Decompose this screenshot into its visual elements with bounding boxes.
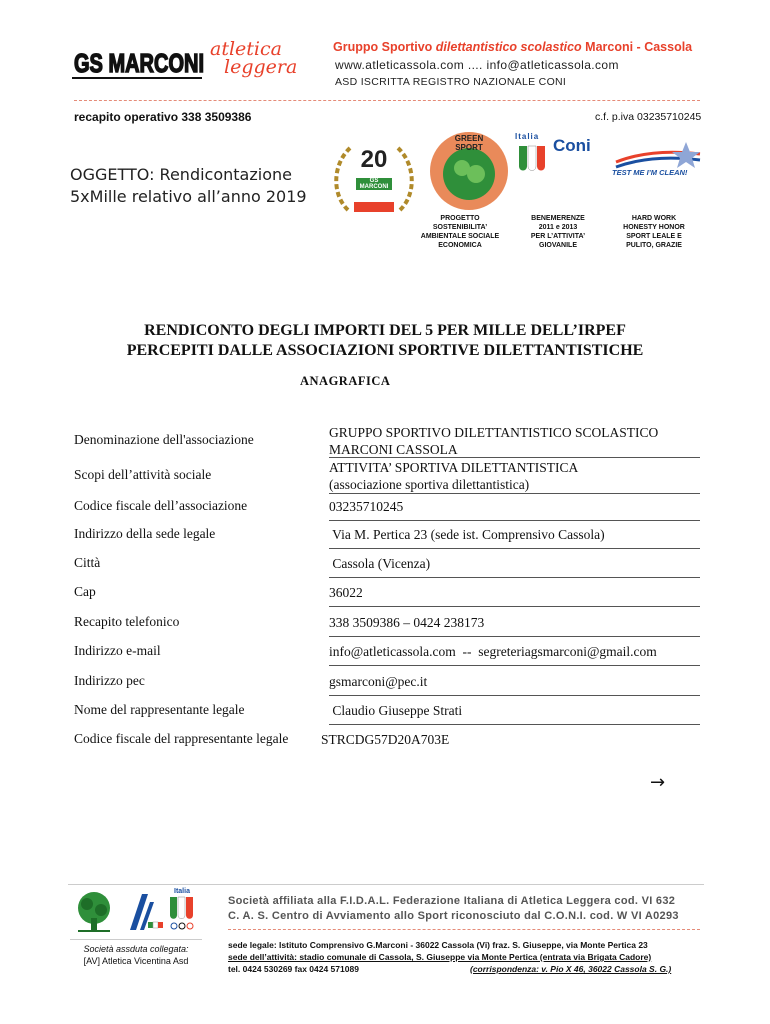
section-anagrafica: ANAGRAFICA — [300, 374, 391, 388]
row-scopi — [74, 459, 700, 495]
row-divider — [329, 665, 700, 666]
row-label: Città — [74, 555, 101, 570]
logo-atletica: atletica — [210, 38, 282, 60]
row-label: Codice fiscale del rappresentante legale — [74, 731, 289, 746]
header-web-email: www.atleticassola.com .... info@atleticassola.com — [335, 58, 619, 72]
row-divider — [329, 548, 700, 549]
coni-badge — [515, 132, 605, 178]
row-value: ATTIVITA’ SPORTIVA DILETTANTISTICA — [329, 460, 579, 475]
org-name-b: dilettantistico scolastico — [435, 40, 582, 54]
footer-top-line — [68, 884, 704, 885]
row-label: Recapito telefonico — [74, 614, 180, 629]
row-divider — [329, 695, 700, 696]
row-label: Scopi dell’attività sociale — [74, 467, 212, 482]
badge-20-label: GS MARCONI — [356, 178, 392, 190]
row-label: Codice fiscale dell’associazione — [74, 498, 248, 513]
row-value: STRCDG57D20A703E — [321, 732, 450, 747]
footer-left-line — [70, 939, 202, 940]
row-label: Indirizzo e-mail — [74, 643, 161, 658]
header-org-name — [333, 40, 692, 54]
row-label: Denominazione dell'associazione — [74, 432, 254, 447]
caption-green-sport: PROGETTO SOSTENIBILITA’ AMBIENTALE SOCIALE ECONOMICA — [420, 215, 500, 249]
footer-sede-attivita: sede dell’attività: stadio comunale di Cassola, S. Giuseppe via Monte Pertica (entrata via Brigata Cadore) — [228, 952, 652, 962]
footer-corrispondenza: (corrispondenza: v. Pio X 46, 36022 Cassola S. G.) — [470, 964, 672, 974]
row-label: Nome del rappresentante legale — [74, 702, 245, 717]
footer-sede-legale: sede legale: Istituto Comprensivo G.Marconi - 36022 Cassola (Vi) fraz. S. Giuseppe, via Monte Pertica 23 — [228, 940, 648, 950]
row-label: Indirizzo della sede legale — [74, 526, 216, 541]
footer-divider — [228, 929, 700, 930]
coni-italia-label: Italia — [515, 132, 540, 141]
green-sport-badge — [428, 130, 510, 212]
row-divider — [329, 724, 700, 725]
header-registry: ASD ISCRITTA REGISTRO NAZIONALE CONI — [335, 76, 567, 88]
row-divider — [329, 577, 700, 578]
oggetto-line2: 5xMille relativo all’anno 2019 — [70, 187, 307, 206]
societa-collegata-name: [AV] Atletica Vicentina Asd — [83, 956, 189, 966]
anniversary-badge — [328, 140, 420, 220]
row-value: 36022 — [329, 585, 363, 600]
row-label: Cap — [74, 584, 96, 599]
recapito-operativo: recapito operativo 338 3509386 — [74, 110, 252, 124]
societa-collegata-label: Società assduta collegata: — [83, 944, 189, 954]
footer-fidal: Società affiliata alla F.I.D.A.L. Federazione Italiana di Atletica Leggera cod. VI 632 — [228, 895, 676, 907]
fidal-logo-icon — [120, 890, 164, 934]
oggetto — [70, 164, 307, 208]
org-name-c: Marconi - Cassola — [585, 40, 693, 54]
row-value: gsmarconi@pec.it — [329, 674, 428, 689]
atletica-leggera-logo-text — [210, 40, 320, 84]
oggetto-line1: OGGETTO: Rendicontazione — [70, 165, 292, 184]
row-value: 338 3509386 – 0424 238173 — [329, 615, 485, 630]
footer-italia-label: Italia — [174, 888, 190, 895]
row-value: GRUPPO SPORTIVO DILETTANTISTICO SCOLASTICO — [329, 425, 659, 440]
row-value: Via M. Pertica 23 (sede ist. Comprensivo Cassola) — [329, 527, 605, 542]
row-divider — [329, 457, 700, 458]
row-value: Claudio Giuseppe Strati — [329, 703, 463, 718]
gs-marconi-logo — [72, 38, 208, 84]
cf-piva: c.f. p.iva 03235710245 — [595, 111, 702, 123]
row-divider — [329, 606, 700, 607]
header-divider — [74, 100, 700, 101]
test-me-clean-label: TEST ME I’M CLEAN! — [612, 168, 688, 177]
row-divider — [329, 636, 700, 637]
footer-tel-fax: tel. 0424 530269 fax 0424 571089 — [228, 964, 359, 974]
svg-text:GS MARCONI: GS MARCONI — [74, 48, 204, 78]
row-value-2: (associazione sportiva dilettantistica) — [329, 477, 530, 492]
caption-benemerenze: BENEMERENZE 2011 e 2013 PER L’ATTIVITA’ GIOVANILE — [530, 215, 586, 249]
coni-label: Coni — [553, 136, 591, 155]
next-page-arrow-icon: → — [650, 772, 666, 793]
title-line1: RENDICONTO DEGLI IMPORTI DEL 5 PER MILLE DELL’IRPEF — [144, 322, 626, 339]
footer-cas: C. A. S. Centro di Avviamento allo Sport riconosciuto dal C.O.N.I. cod. W VI A0293 — [228, 910, 679, 922]
caption-hard-work: HARD WORK HONESTY HONOR SPORT LEALE E PULITO, GRAZIE — [623, 215, 685, 249]
title-line2: PERCEPITI DALLE ASSOCIAZIONI SPORTIVE DILETTANTISTICHE — [126, 342, 644, 359]
row-label: Indirizzo pec — [74, 673, 145, 688]
document-title — [60, 321, 710, 361]
coni-footer-logo-icon — [166, 888, 198, 934]
row-value: Cassola (Vicenza) — [329, 556, 431, 571]
green-sport-label: GREEN SPORT — [454, 134, 484, 152]
row-denominazione — [74, 424, 700, 464]
logo-leggera: leggera — [224, 56, 298, 78]
badge-20-number: 20 — [360, 146, 388, 173]
org-name-a: Gruppo Sportivo — [333, 40, 433, 54]
row-value-2: MARCONI CASSOLA — [329, 442, 458, 457]
tree-logo-icon — [72, 890, 116, 934]
footer-contacts — [228, 964, 672, 974]
row-value: 03235710245 — [329, 499, 404, 514]
row-divider — [329, 520, 700, 521]
row-value: info@atleticassola.com -- segreteriagsmarconi@gmail.com — [329, 644, 657, 659]
row-divider — [329, 493, 700, 494]
test-me-clean-badge — [612, 140, 704, 186]
